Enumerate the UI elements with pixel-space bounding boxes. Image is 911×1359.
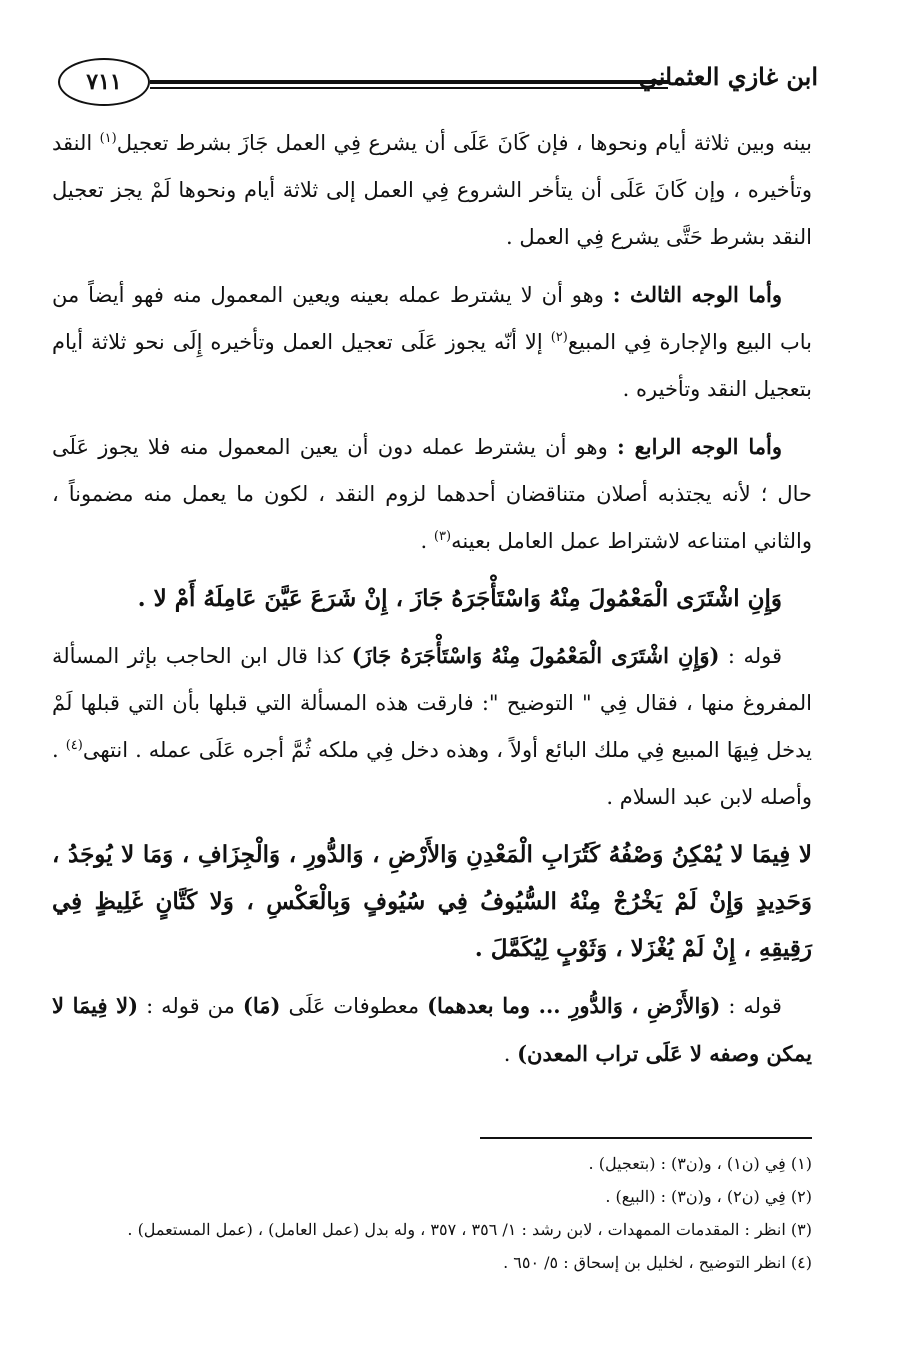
- footnote-separator: [480, 1137, 812, 1139]
- running-title: ابن غازي العثماني: [638, 62, 818, 91]
- header-rule: [150, 80, 668, 84]
- matn-quote: (وَإِنِ اشْتَرَى الْمَعْمُولَ مِنْهُ وَاسْتَأْجَرَهُ جَازَ): [351, 643, 720, 668]
- matn-quote: (مَا): [242, 993, 281, 1018]
- paragraph-text: وهو أن لا يشترط عمله بعينه ويعين المعمول منه فهو أيضاً من باب البيع والإجارة فِي المبيع: [52, 283, 812, 354]
- footnote-3: (٣) انظر : المقدمات الممهدات ، لابن رشد : ١/ ٣٥٦ ، ٣٥٧ ، وله بدل (عمل العامل) ، (عمل المستعمل) .: [127, 1220, 812, 1239]
- paragraph-1: [52, 120, 812, 261]
- footnote-4: (٤) انظر التوضيح ، لخليل بن إسحاق : ٥/ ٦٥٠ .: [503, 1253, 812, 1272]
- main-text: [52, 120, 812, 1088]
- paragraph-5: [52, 982, 812, 1078]
- matn-quote: (وَالأَرْضِ ، وَالدُّورِ ... وما بعدهما): [427, 993, 721, 1018]
- footnote-ref: (٤): [65, 738, 83, 753]
- paragraph-text: .: [503, 1042, 511, 1066]
- paragraph-text: من قوله :: [146, 994, 235, 1018]
- paragraph-text: .: [420, 529, 428, 553]
- matn-quote: (لا فِيمَا لا يمكن وصفه لا عَلَى تراب المعدن): [52, 993, 812, 1066]
- footnote-ref: (٢): [550, 330, 568, 345]
- paragraph-text: كذا قال ابن الحاجب بإثر المسألة المفروغ منها ، فقال فِي " التوضيح ": فارقت هذه المسألة التي قبلها بأن التي قبلها لَمْ يدخل فِيهَا المبيع فِي ملك البائع أولاً ، وهذه دخل فِي ملكه ثُمَّ أجره عَلَى عمله . انتهى: [52, 644, 812, 762]
- section-lead: وأما الوجه الثالث :: [612, 282, 782, 307]
- paragraph-4: [52, 632, 812, 821]
- page-header: [58, 58, 818, 108]
- footnotes: [52, 1147, 812, 1279]
- paragraph-text: قوله :: [727, 644, 782, 668]
- paragraph-text: قوله :: [728, 994, 782, 1018]
- footnote-2: (٢) فِي (ن٢) ، و(ن٣) : (البيع) .: [605, 1187, 812, 1206]
- matn-text-2: لا فِيمَا لا يُمْكِنُ وَصْفُهُ كَتُرَابِ الْمَعْدِنِ وَالأَرْضِ ، وَالدُّورِ ، وَالْجِزَافِ ، وَمَا لا يُوجَدُ ، وَحَدِيدٍ وَإِنْ لَمْ يَخْرُجْ مِنْهُ السُّيُوفُ فِي سُيُوفٍ وَبِالْعَكْسِ ، وَلا كَتَّانٍ غَلِيظٍ فِي رَقِيقِهِ ، إِنْ لَمْ يُغْزَلا ، وَثَوْبٍ لِيُكَمَّلَ .: [52, 841, 812, 962]
- paragraph-text: بينه وبين ثلاثة أيام ونحوها ، فإن كَانَ عَلَى أن يشرع فِي العمل جَازَ بشرط تعجيل: [116, 131, 812, 155]
- header-rule-thin: [150, 87, 668, 89]
- page-number: ٧١١: [58, 58, 150, 106]
- footnote-1: (١) فِي (ن١) ، و(ن٣) : (بتعجيل) .: [588, 1154, 812, 1173]
- paragraph-text: معطوفات عَلَى: [288, 994, 420, 1018]
- section-lead: وأما الوجه الرابع :: [617, 434, 782, 459]
- paragraph-3: [52, 423, 812, 565]
- paragraph-2: [52, 271, 812, 413]
- footnote-ref: (٣): [433, 529, 452, 544]
- paragraph-text: . وأصله لابن عبد السلام .: [52, 738, 812, 809]
- paragraph-text: وهو أن يشترط عمله دون أن يعين المعمول منه فلا يجوز عَلَى حال ؛ لأنه يجتذبه أصلان متناقضان أحدهما لزوم النقد ، لكون ما يعمل منه مضموناً ، والثاني امتناعه لاشتراط عمل العامل بعينه: [52, 435, 812, 553]
- paragraph-text: النقد وتأخيره ، وإن كَانَ عَلَى أن يتأخر الشروع فِي العمل إلى ثلاثة أيام ونحوها لَمْ يجز تعجيل النقد بشرط حَتَّى يشرع فِي العمل .: [52, 131, 812, 249]
- footnote-ref: (١): [99, 131, 117, 146]
- matn-text-1: وَإِنِ اشْتَرَى الْمَعْمُولَ مِنْهُ وَاسْتَأْجَرَهُ جَازَ ، إِنْ شَرَعَ عَيَّنَ عَامِلَهُ أَمْ لا .: [137, 585, 782, 612]
- paragraph-text: إلا أنّه يجوز عَلَى تعجيل العمل وتأخيره إِلَى نحو ثلاثة أيام بتعجيل النقد وتأخيره .: [52, 330, 812, 401]
